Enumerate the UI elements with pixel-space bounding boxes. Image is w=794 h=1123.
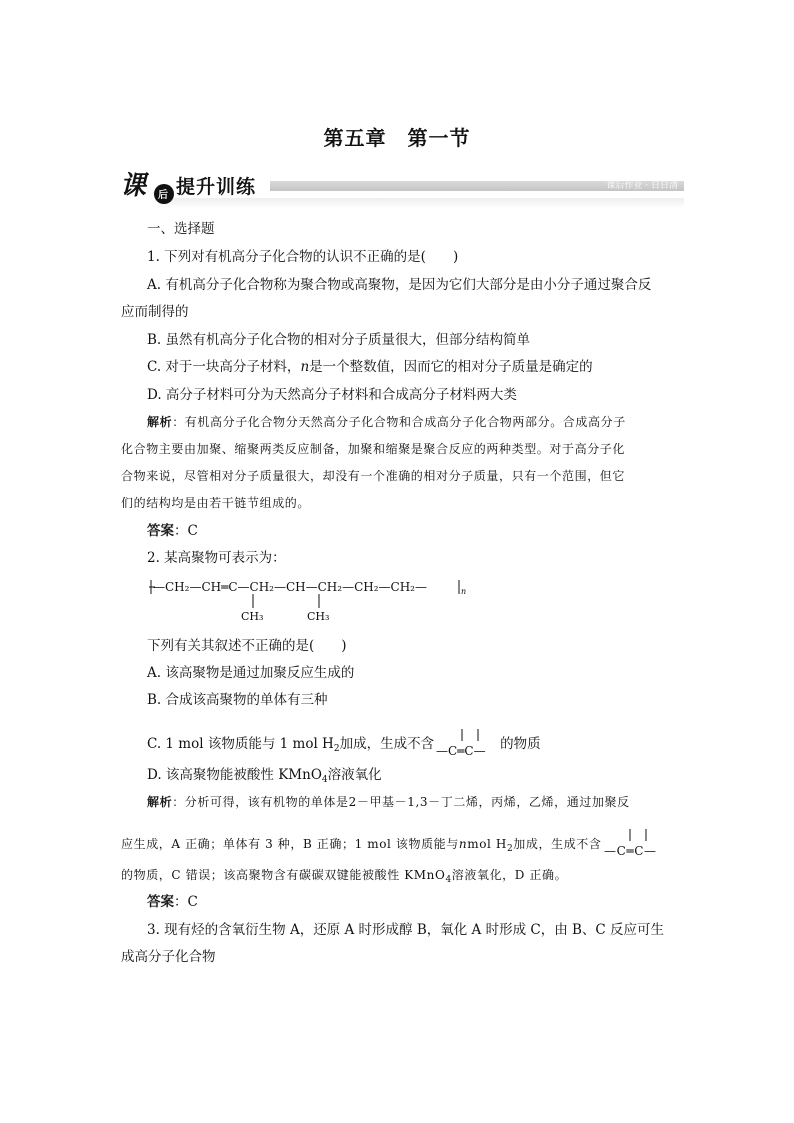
cc-double-bond-structure xyxy=(434,727,500,763)
q3-stem-cont: 成高分子化合物 xyxy=(121,949,216,965)
q1-ans-label: 答案 xyxy=(147,523,174,539)
cc-double-bond-structure-2 xyxy=(602,827,668,863)
q1-solution-4: 们的结构均是由若干链节组成的。 xyxy=(121,496,311,510)
cc-text-2: —C═C— xyxy=(603,843,657,858)
formula-main: —CH₂—CH═C—CH₂—CH—CH₂—CH₂—CH₂— xyxy=(153,580,427,594)
q1-option-b: B. 虽然有机高分子化合物的相对分子质量很大，但部分结构简单 xyxy=(147,332,531,348)
q2-answer xyxy=(147,893,198,911)
q2-solution-2 xyxy=(121,824,668,869)
q2-ans: ：C xyxy=(174,894,198,910)
banner-tag: 课后作业 · 日日清 xyxy=(606,181,678,191)
q3-stem: 3. 现有烃的含氧衍生物 A，还原 A 时形成醇 B，氧化 A 时形成 C，由 B、C 反应可生 xyxy=(147,922,665,938)
q1-c-pre: C. 对于一块高分子材料， xyxy=(147,359,301,375)
q2-ans-label: 答案 xyxy=(147,894,174,910)
q2-c-post: 的物质 xyxy=(500,736,541,752)
q2-stem-2: 下列有关其叙述不正确的是( ) xyxy=(147,638,347,654)
q2-stem: 2. 某高聚物可表示为： xyxy=(147,550,286,566)
banner-shadow xyxy=(158,198,684,208)
q2-sol2-n: n xyxy=(458,837,468,851)
q1-sol1: ：有机高分子化合物分天然高分子化合物和合成高分子化合物两部分。合成高分子 xyxy=(172,415,626,429)
q1-sol-label: 解析 xyxy=(147,415,173,429)
banner-heading: 提升训练 xyxy=(176,176,257,198)
q1-stem: 1. 下列对有机高分子化合物的认识不正确的是( ) xyxy=(147,249,459,265)
q2-option-c xyxy=(147,724,541,769)
cc-text: —C═C— xyxy=(436,743,486,758)
q2-c-sub: 2 xyxy=(333,744,340,754)
q2-option-b: B. 合成该高聚物的单体有三种 xyxy=(147,692,328,708)
q2-sol2-mid: mol H xyxy=(467,837,507,851)
banner-logo xyxy=(118,166,178,206)
q1-answer xyxy=(147,522,198,540)
q2-solution xyxy=(147,793,630,811)
banner-bar xyxy=(270,181,684,191)
q2-option-d xyxy=(147,766,382,789)
q2-sol2-sub: 2 xyxy=(506,844,514,854)
svg-text:后: 后 xyxy=(158,190,168,201)
q1-option-d: D. 高分子材料可分为天然高分子材料和合成高分子材料两大类 xyxy=(147,387,517,403)
q1-option-a: A. 有机高分子化合物称为聚合物或高聚物，是因为它们大部分是由小分子通过聚合反 xyxy=(147,277,652,293)
q2-sol2-pre: 应生成，A 正确；单体有 3 种，B 正确；1 mol 该物质能与 xyxy=(121,837,459,851)
q2-c-mid: 加成，生成不含 xyxy=(339,736,435,752)
section-heading: 一、选择题 xyxy=(147,221,215,237)
q2-sol1: ：分析可得，该有机物的单体是2－甲基－1,3－丁二烯，丙烯，乙烯，通过加聚反 xyxy=(172,795,630,809)
q2-option-a: A. 该高聚物是通过加聚反应生成的 xyxy=(147,665,355,681)
q2-sol3-pre: 的物质，C 错误；该高聚物含有碳碳双键能被酸性 KMnO xyxy=(121,868,446,882)
q1-solution xyxy=(147,413,626,431)
q1-solution-3: 合物来说，尽管相对分子质量很大，却没有一个准确的相对分子质量，只有一个范围，但它 xyxy=(121,469,626,483)
q2-sol3-post: 溶液氧化，D 正确。 xyxy=(451,868,568,882)
formula-n: n xyxy=(461,587,467,596)
q1-option-a-cont: 应而制得的 xyxy=(121,304,189,320)
q1-c-post: 是一个整数值，因而它的相对分子质量是确定的 xyxy=(309,359,593,375)
q2-sol3-sub: 4 xyxy=(445,875,452,885)
q1-c-n: n xyxy=(300,359,310,375)
q2-c-pre: C. 1 mol 该物质能与 1 mol H xyxy=(147,736,334,752)
q1-solution-2: 化合物主要由加聚、缩聚两类反应制备，加聚和缩聚是聚合反应的两种类型。对于高分子化 xyxy=(121,442,626,456)
polymer-structural-formula xyxy=(147,578,477,624)
q2-sol2-post: 加成，生成不含 xyxy=(513,837,602,851)
q2-sol-label: 解析 xyxy=(147,795,173,809)
q2-d-post: 溶液氧化 xyxy=(327,767,382,783)
q2-d-pre: D. 该高聚物能被酸性 KMnO xyxy=(147,767,322,783)
svg-text:课: 课 xyxy=(120,171,147,201)
q2-d-sub: 4 xyxy=(321,775,328,785)
section-banner xyxy=(118,164,684,212)
q1-option-c xyxy=(147,358,593,376)
formula-branch-2: CH₃ xyxy=(307,610,330,623)
formula-branch-1: CH₃ xyxy=(241,610,264,623)
q1-ans: ：C xyxy=(174,523,198,539)
page-title: 第五章 第一节 xyxy=(323,126,471,150)
q2-solution-3 xyxy=(121,866,567,889)
